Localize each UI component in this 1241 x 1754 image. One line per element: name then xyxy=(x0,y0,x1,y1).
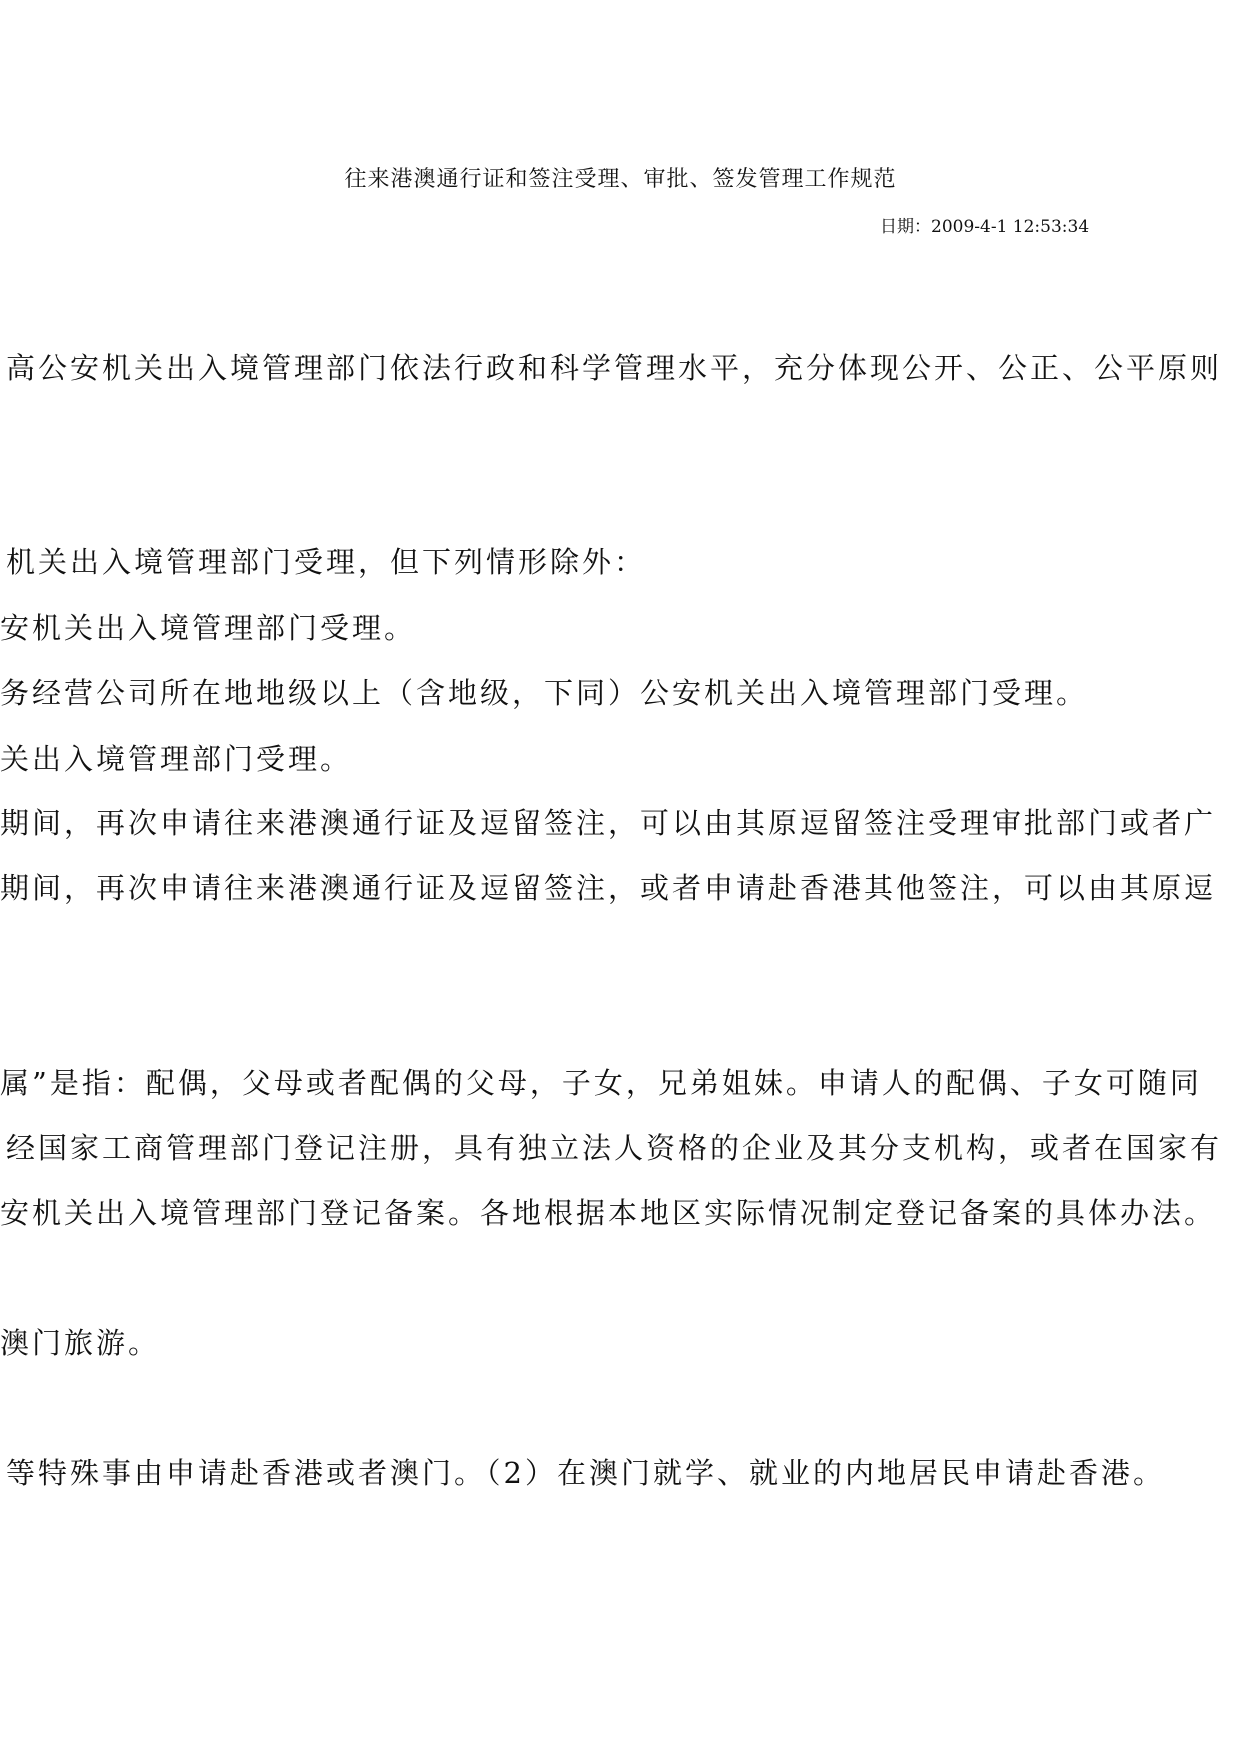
body-line: 安机关出入境管理部门受理。 xyxy=(0,611,417,645)
body-line: 等特殊事由申请赴香港或者澳门。（2）在澳门就学、就业的内地居民申请赴香港。 xyxy=(6,1456,1165,1490)
document-date: 日期：2009-4-1 12:53:34 xyxy=(880,217,1090,237)
body-line: 关出入境管理部门受理。 xyxy=(0,742,353,776)
body-line: 期间，再次申请往来港澳通行证及逗留签注，或者申请赴香港其他签注，可以由其原逗 xyxy=(0,871,1217,905)
body-line: 高公安机关出入境管理部门依法行政和科学管理水平，充分体现公开、公正、公平原则 xyxy=(6,351,1223,385)
body-line: 安机关出入境管理部门登记备案。各地根据本地区实际情况制定登记备案的具体办法。 xyxy=(0,1196,1217,1230)
body-line: 期间，再次申请往来港澳通行证及逗留签注，可以由其原逗留签注受理审批部门或者广 xyxy=(0,806,1217,840)
body-line: 经国家工商管理部门登记注册，具有独立法人资格的企业及其分支机构，或者在国家有 xyxy=(6,1131,1223,1165)
body-line: 机关出入境管理部门受理，但下列情形除外： xyxy=(6,545,647,579)
body-line: 澳门旅游。 xyxy=(0,1326,161,1360)
document-title: 往来港澳通行证和签注受理、审批、签发管理工作规范 xyxy=(344,167,897,192)
body-line: 属”是指：配偶，父母或者配偶的父母，子女，兄弟姐妹。申请人的配偶、子女可随同 xyxy=(0,1066,1202,1100)
body-line: 务经营公司所在地地级以上（含地级，下同）公安机关出入境管理部门受理。 xyxy=(0,676,1089,710)
